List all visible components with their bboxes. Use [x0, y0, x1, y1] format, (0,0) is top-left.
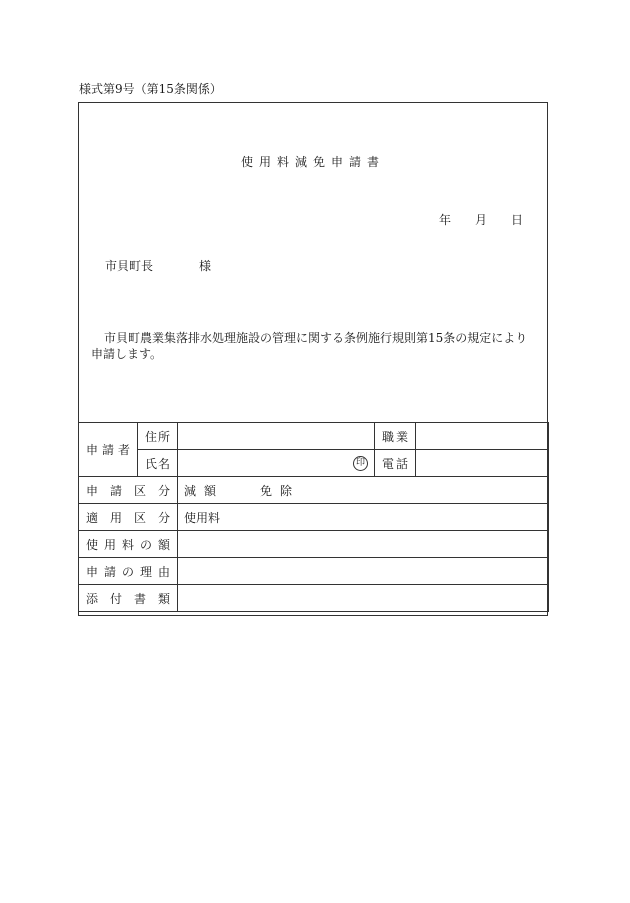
phone-label-cell	[375, 450, 416, 477]
phone-field[interactable]	[416, 450, 549, 477]
table-row-name	[79, 450, 549, 477]
addressee-honorific: 様	[199, 259, 212, 273]
category-label: 申 請 区 分	[86, 483, 170, 498]
name-label: 氏 名	[145, 456, 170, 471]
attachments-label-cell	[79, 585, 178, 612]
date-year-label: 年	[439, 213, 452, 227]
date-day-label: 日	[511, 213, 524, 227]
table-row-address	[79, 423, 549, 450]
table-row-reason	[79, 558, 549, 585]
document-title: 使用料減免申請書	[240, 155, 385, 169]
applicable-field[interactable]: 使用料	[178, 504, 549, 531]
fee-amount-label-cell	[79, 531, 178, 558]
occupation-label: 職 業	[382, 429, 408, 444]
application-form	[78, 102, 548, 616]
date-month-label: 月	[475, 213, 488, 227]
reason-field[interactable]	[178, 558, 549, 585]
date-line	[439, 211, 523, 228]
fee-amount-label: 使 用 料 の 額	[86, 537, 170, 552]
table-row-fee-amount	[79, 531, 549, 558]
application-statement: 市貝町農業集落排水処理施設の管理に関する条例施行規則第15条の規定により申請します。	[91, 331, 528, 361]
name-label-cell	[138, 450, 178, 477]
table-row-category	[79, 477, 549, 504]
addressee	[105, 257, 211, 274]
seal-mark-icon: 印	[353, 456, 368, 471]
form-number: 様式第9号（第15条関係）	[79, 82, 222, 96]
category-exemption[interactable]: 免除	[260, 483, 301, 498]
occupation-label-cell	[375, 423, 416, 450]
name-field[interactable]	[178, 450, 375, 477]
category-field[interactable]	[178, 477, 549, 504]
applicable-label-cell	[79, 504, 178, 531]
application-table	[78, 422, 549, 612]
addressee-mayor: 市貝町長	[105, 259, 154, 273]
applicant-label-cell	[79, 423, 138, 477]
reason-label-cell	[79, 558, 178, 585]
reason-label: 申 請 の 理 由	[86, 564, 170, 579]
phone-label: 電 話	[382, 456, 408, 471]
applicant-label: 申 請 者	[86, 443, 130, 457]
table-row-attachments	[79, 585, 549, 612]
table-row-applicable	[79, 504, 549, 531]
applicable-label: 適 用 区 分	[86, 510, 170, 525]
occupation-field[interactable]	[416, 423, 549, 450]
address-field[interactable]	[178, 423, 375, 450]
address-label-cell	[138, 423, 178, 450]
attachments-field[interactable]	[178, 585, 549, 612]
address-label: 住 所	[145, 429, 170, 444]
category-label-cell	[79, 477, 178, 504]
attachments-label: 添 付 書 類	[86, 591, 170, 606]
category-reduction[interactable]: 減額	[184, 483, 225, 498]
fee-amount-field[interactable]	[178, 531, 549, 558]
